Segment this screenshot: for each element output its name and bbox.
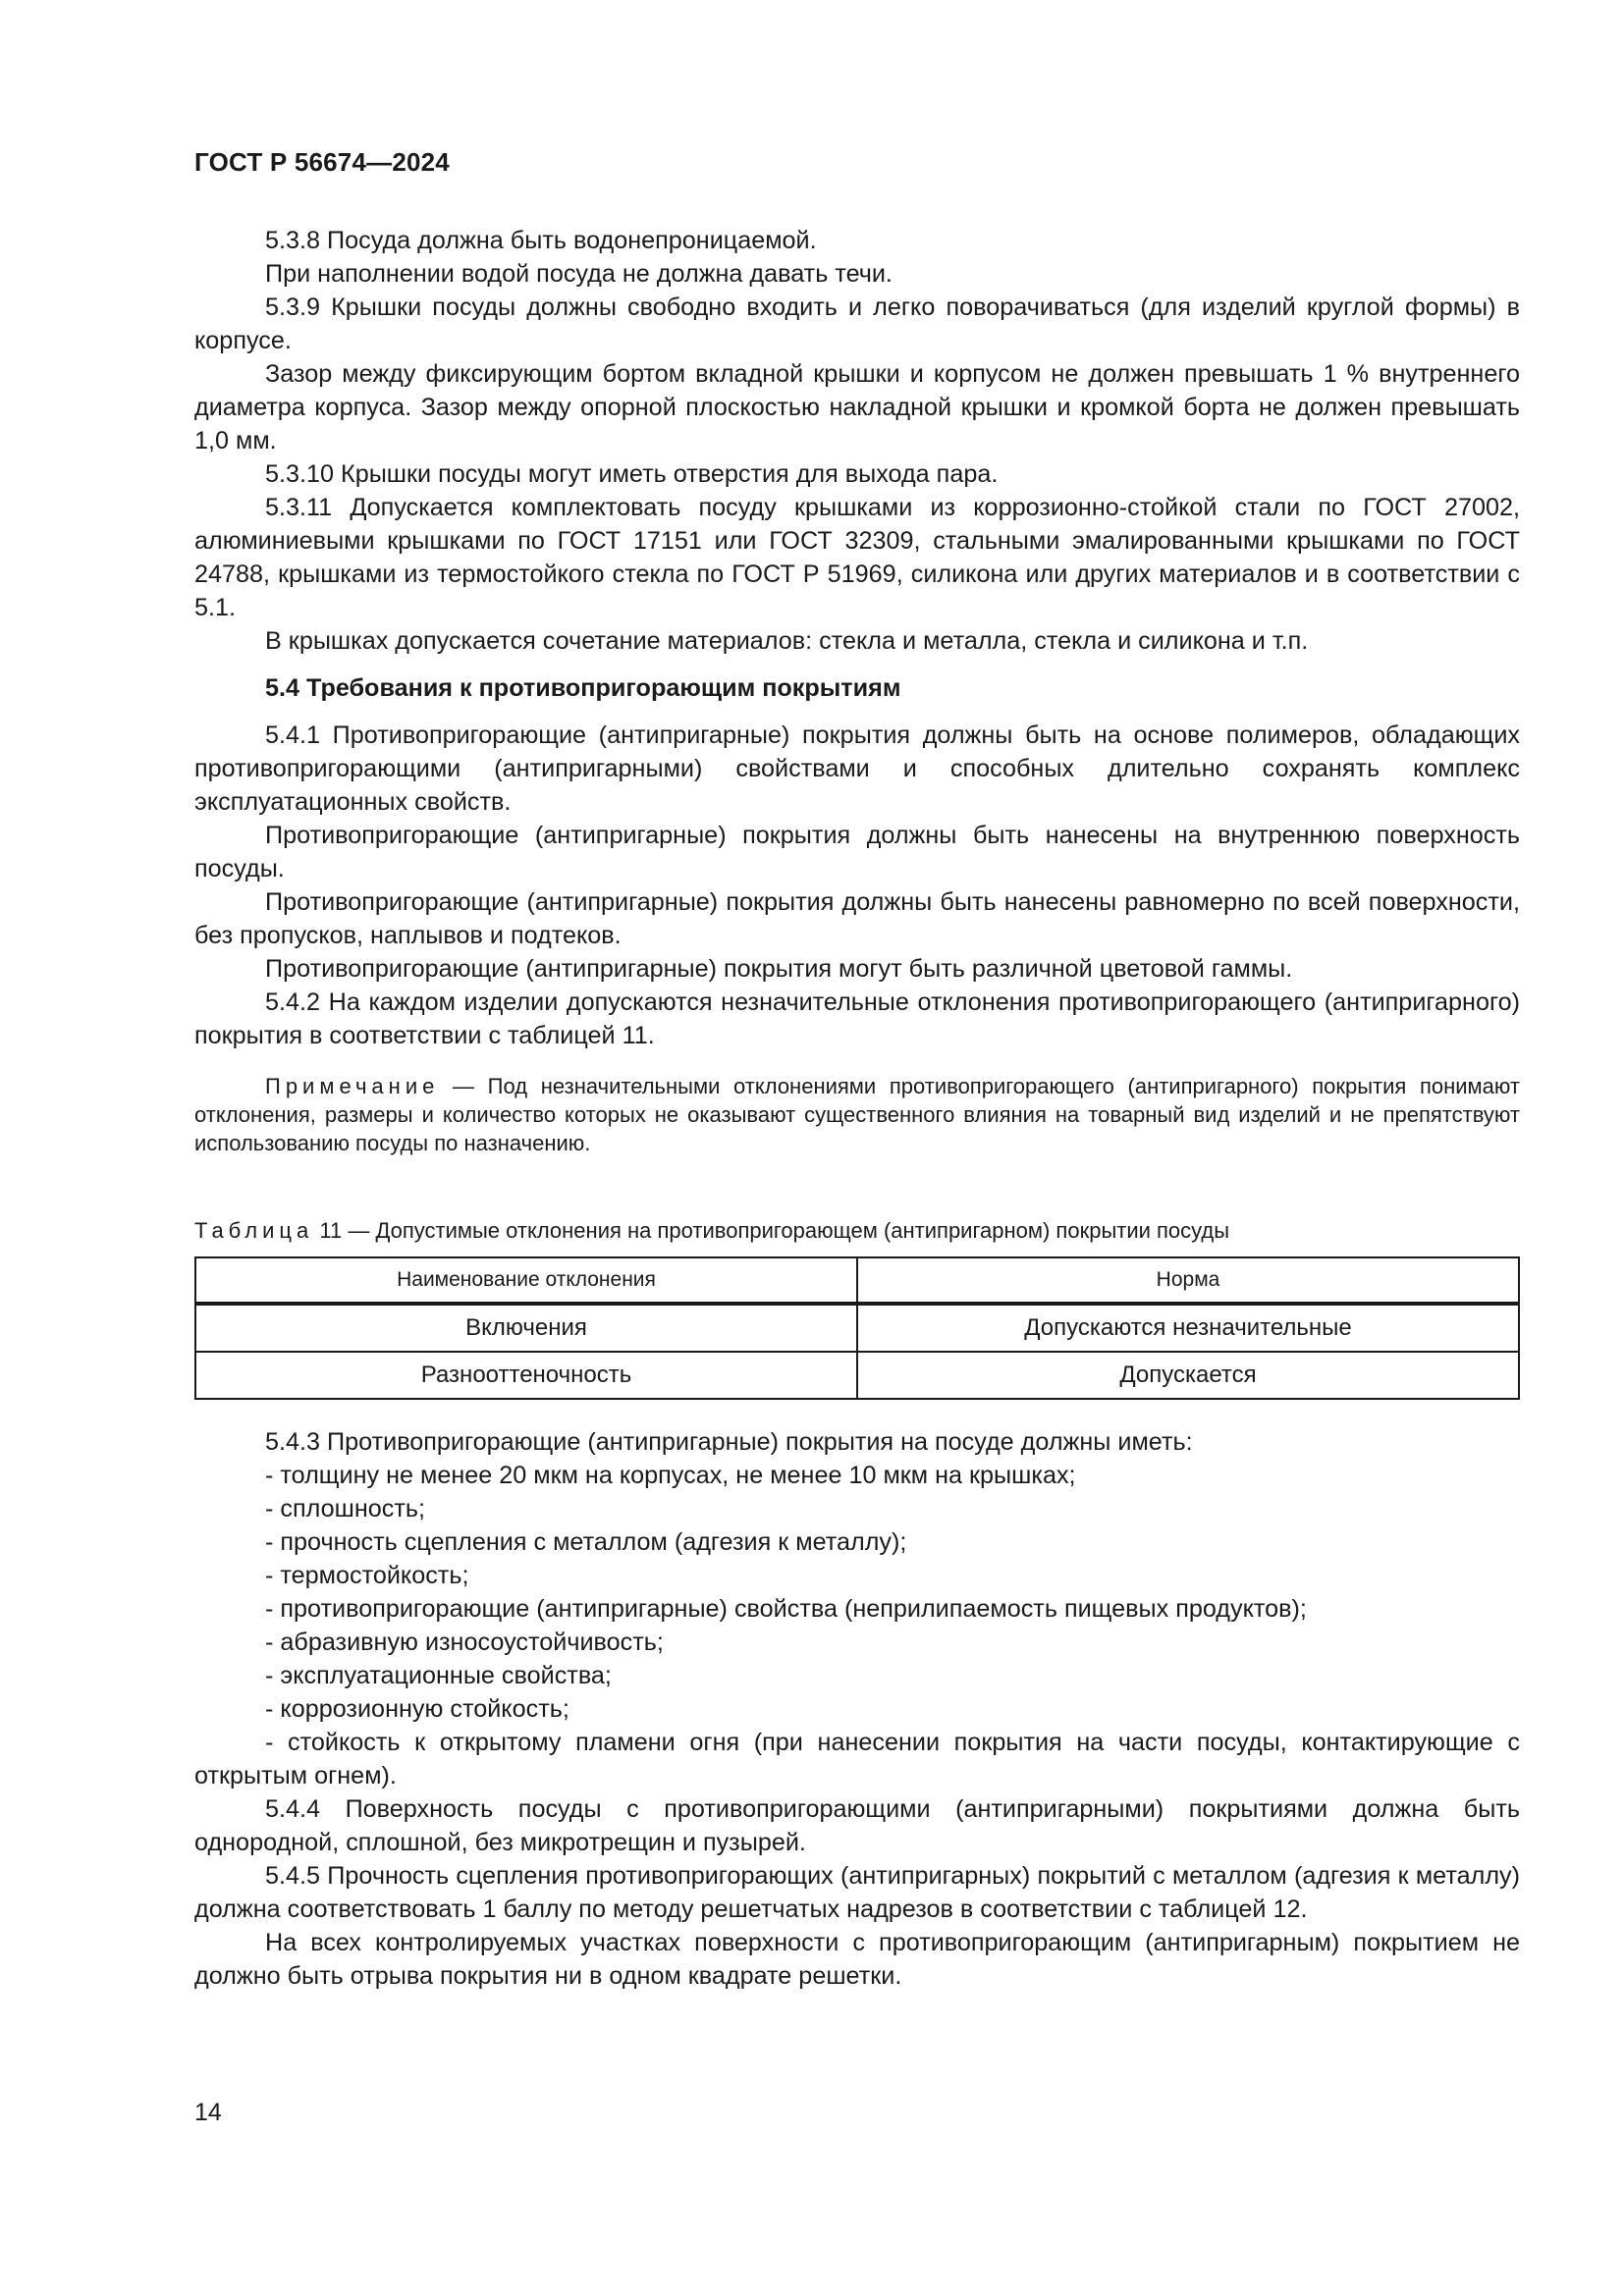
paragraph: Зазор между фиксирующим бортом вкладной крышки и корпусом не должен превышать 1 % внутреннего диаметра корпуса. Зазор между опорной плоскостью накладной крышки и кромкой борта не должен превышать 1,0 мм. [194,360,1520,454]
document-body [194,224,1520,1993]
table-cell: Включения [195,1304,857,1352]
list-item: - толщину не менее 20 мкм на корпусах, не менее 10 мкм на крышках; [265,1462,1076,1489]
table-row [195,1304,1519,1352]
page-number: 14 [194,2099,222,2126]
paragraph: На всех контролируемых участках поверхности с противопригорающим (антипригарным) покрытием не должно быть отрыва покрытия ни в одном квадрате решетки. [194,1929,1520,1990]
list-item: - коррозионную стойкость; [265,1695,569,1723]
paragraph: 5.3.8 Посуда должна быть водонепроницаемой. [265,227,817,254]
table-header-cell: Норма [857,1257,1519,1304]
paragraph: Противопригорающие (антипригарные) покрытия должны быть нанесены на внутреннюю поверхность посуды. [194,822,1520,882]
paragraph: 5.4.1 Противопригорающие (антипригарные) покрытия должны быть на основе полимеров, обладающих противопригорающими (антипригарными) свойствами и способных длительно сохранять комплекс эксплуатационных свойств. [194,721,1520,816]
document-code-header: ГОСТ Р 56674—2024 [194,147,450,177]
table-row [195,1352,1519,1399]
paragraph: При наполнении водой посуда не должна давать течи. [265,260,893,288]
list-item: - эксплуатационные свойства; [265,1662,612,1689]
table-header-row [195,1257,1519,1304]
paragraph: 5.4.5 Прочность сцепления противопригорающих (антипригарных) покрытий с металлом (адгезия к металлу) должна соответствовать 1 баллу по методу решетчатых надрезов в соответствии с таблицей 12. [194,1862,1520,1923]
paragraph: Противопригорающие (антипригарные) покрытия должны быть нанесены равномерно по всей поверхности, без пропусков, наплывов и подтеков. [194,888,1520,949]
table-cell: Разнооттеночность [195,1352,857,1399]
list-item: - сплошность; [265,1495,425,1522]
table-cell: Допускаются незначительные [857,1304,1519,1352]
paragraph: 5.4.3 Противопригорающие (антипригарные) покрытия на посуде должны иметь: [265,1428,1193,1456]
paragraph: 5.3.9 Крышки посуды должны свободно входить и легко поворачиваться (для изделий круглой формы) в корпусе. [194,294,1520,354]
table-caption-label: Таблица [194,1218,314,1243]
list-item: - абразивную износоустойчивость; [265,1629,664,1656]
table-caption [194,1216,1520,1245]
paragraph: 5.3.10 Крышки посуды могут иметь отверстия для выхода пара. [265,460,999,488]
note [194,1072,1520,1157]
list-item: - противопригорающие (антипригарные) свойства (неприлипаемость пищевых продуктов); [265,1595,1307,1623]
paragraph: 5.4.2 На каждом изделии допускаются незначительные отклонения противопригорающего (антипригарного) покрытия в соответствии с таблицей 11. [194,988,1520,1049]
paragraph: 5.3.11 Допускается комплектовать посуду крышками из коррозионно-стойкой стали по ГОСТ 27002, алюминиевыми крышками по ГОСТ 17151 или ГОСТ 32309, стальными эмалированными крышками по ГОСТ 24788, крышками из термостойкого стекла по ГОСТ Р 51969, силикона или других материалов и в соответствии с 5.1. [194,494,1520,621]
paragraph: 5.4.4 Поверхность посуды с противопригорающими (антипригарными) покрытиями должна быть однородной, сплошной, без микротрещин и пузырей. [194,1795,1520,1856]
list-item: - прочность сцепления с металлом (адгезия к металлу); [265,1528,907,1556]
paragraph: В крышках допускается сочетание материалов: стекла и металла, стекла и силикона и т.п. [265,627,1309,655]
section-heading: 5.4 Требования к противопригорающим покрытиям [265,674,901,702]
note-label: Примечание [265,1074,440,1098]
paragraph: Противопригорающие (антипригарные) покрытия могут быть различной цветовой гаммы. [265,955,1293,983]
table-header-cell: Наименование отклонения [195,1257,857,1304]
table-cell: Допускается [857,1352,1519,1399]
note-text: — Под незначительными отклонениями противопригорающего (антипригарного) покрытия понимают отклонения, размеры и количество которых не оказывают существенного влияния на товарный вид изделий и не препятствуют использованию посуды по назначению. [194,1074,1520,1155]
list-item: - стойкость к открытому пламени огня (при нанесении покрытия на части посуды, контактирующие с открытым огнем). [194,1729,1520,1789]
deviation-table [194,1256,1520,1400]
table-caption-text: 11 — Допустимые отклонения на противопригорающем (антипригарном) покрытии посуды [313,1218,1230,1243]
list-item: - термостойкость; [265,1562,469,1589]
